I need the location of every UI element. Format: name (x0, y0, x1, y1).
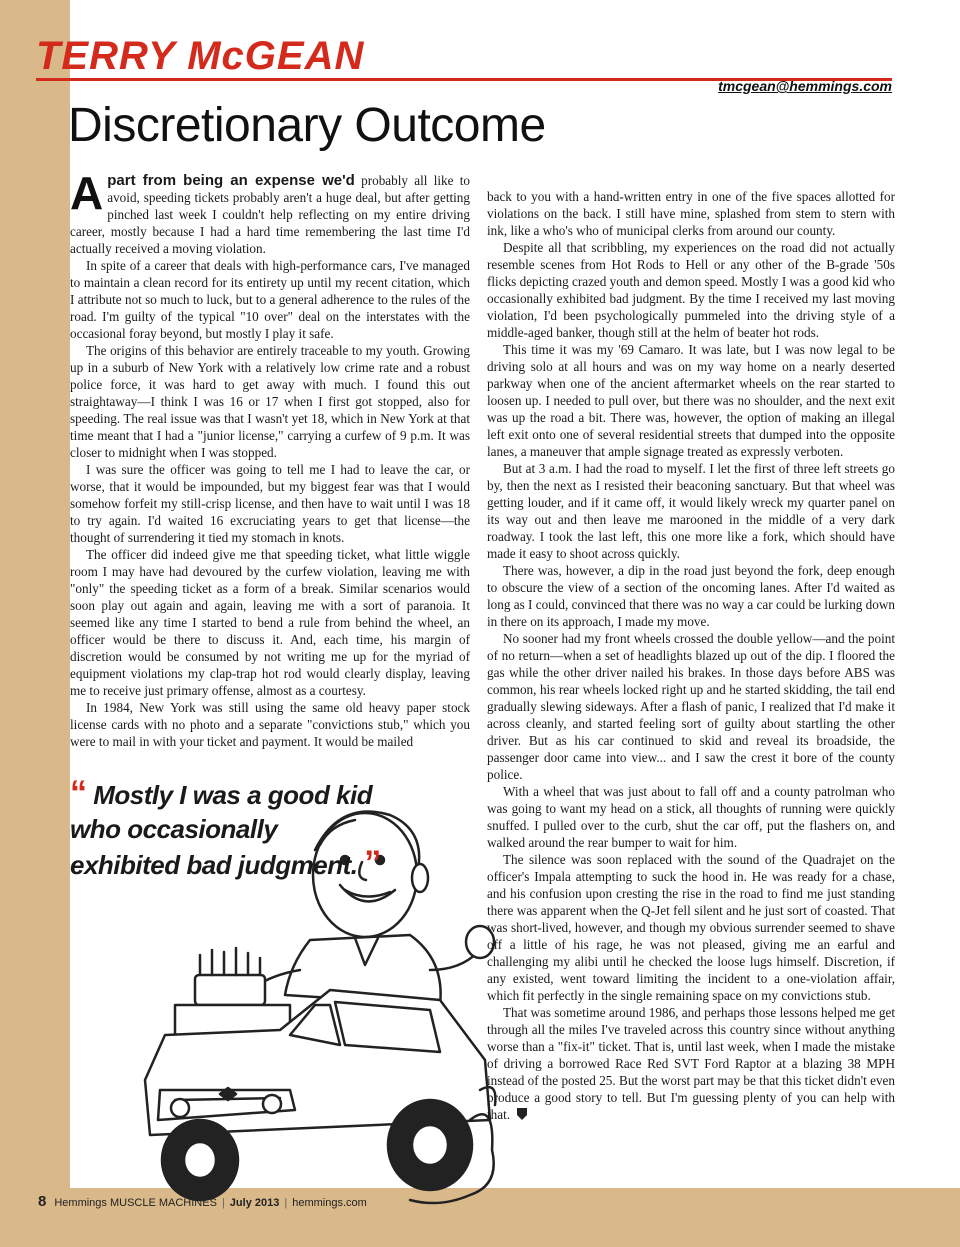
article-paragraph: No sooner had my front wheels crossed the double yellow—and the point of no return—when a set of headlights blazed up out of the dip. I floored the gas while the other driver nailed his brakes. In those days before ABS was common, his rear wheels locked right up and he started skidding, the tail end gradually slewing sideways. After a flash of panic, I realized that I'd make it across cleanly, and started feeling sort of guilty about startling the other driver. But as his car continued to skid and reveal its broadside, the passenger door came into view... and I saw the crest it bore of the county police. (487, 631, 895, 782)
article-column-left (70, 167, 471, 750)
footer-separator: | (284, 1197, 288, 1209)
paragraph-text: probably all like to avoid, speeding tickets probably aren't a huge deal, but after getting pinched last week I couldn't help reflecting on my entire driving career, mostly because I had a hard time remembering the last time I'd actually received a moving violation. (70, 173, 471, 256)
drop-cap: A (70, 167, 104, 219)
website-link[interactable]: hemmings.com (292, 1197, 367, 1209)
open-quote-mark: “ (70, 774, 87, 812)
article-paragraph: The origins of this behavior are entirely traceable to my youth. Growing up in a suburb of New York with a relatively low crime rate and a robust police force, it was hard to get away with much. I found this out straightaway—I think I was 16 or 17 when I first got stopped, also for speeding. The real issue was that I wasn't yet 18, which in New York at that time meant that I had a "junior license," carrying a curfew of 9 p.m. It was closer to midnight when I was stopped. (70, 343, 470, 460)
tan-side-strip (0, 0, 70, 1247)
author-name: TERRY McGEAN (36, 34, 365, 78)
article-paragraph: There was, however, a dip in the road just beyond the fork, deep enough to obscure the view of a section of the oncoming lanes. After I'd waited as long as I could, convinced that there was no way a car could be lurking down in there on its approach, I made my move. (487, 563, 895, 629)
hemmings-end-mark-icon (516, 1107, 528, 1121)
author-email-link[interactable]: tmcgean@hemmings.com (718, 78, 892, 94)
article-paragraph: This time it was my '69 Camaro. It was late, but I was now legal to be driving solo at all hours and was on my way home on a nearly deserted parkway when one of the ancient aftermarket wheels on the rear started to loosen up. I needed to pull over, but there was no shoulder, and the next exit was up the road a bit. There was, however, the option of making an illegal left exit onto one of several residential streets that dumped into the opposite lanes, a maneuver that ample signage treated as expressly verboten. (487, 342, 895, 459)
article-headline: Discretionary Outcome (68, 99, 546, 152)
paragraph-text: That was sometime around 1986, and perhaps those lessons helped me get through all the miles I've traveled across this country since without anything worse than a "fix-it" ticket. That is, until last week, when I made the mistake of driving a borrowed Race Red SVT Ford Raptor at a blazing 38 MPH instead of the posted 25. But the worst part may be that this ticket didn't even produce a good story to tell. But I'm guessing plenty of you can help with that. (487, 1005, 895, 1122)
issue-date: July 2013 (229, 1197, 280, 1209)
article-paragraph (70, 167, 471, 257)
article-paragraph: With a wheel that was just about to fall off and a county patrolman who was going to want my head on a stick, all thoughts of running were quickly snuffed. I pulled over to the curb, shut the car off, put the flashers on, and walked around the rear bumper to wait for him. (487, 784, 895, 850)
magazine-name: Hemmings MUSCLE MACHINES (54, 1197, 217, 1209)
article-paragraph: I was sure the officer was going to tell me I had to leave the car, or worse, that it would be impounded, but my biggest fear was that I would somehow forfeit my still-crisp license, and then have to wait until I was 18 to try again. I'd waited 16 excruciating years to get that license—the thought of surrendering it tied my stomach in knots. (70, 462, 470, 545)
page-number: 8 (38, 1193, 47, 1210)
article-paragraph: The officer did indeed give me that speeding ticket, what little wiggle room I may have had devoured by the curfew violation, leaving me with "only" the speeding ticket as a form of a break. Similar scenarios would soon play out again and again, leaving me with a sort of paranoia. It seemed like any time I started to bend a rule from behind the wheel, an officer would be there to discuss it. And, each time, his margin of discretion would be consumed by not writing me up for the myriad of equipment violations my clap-trap hot rod would clearly display, leaving me to receive just primary offense, almost as a courtesy. (70, 547, 470, 698)
article-paragraph: But at 3 a.m. I had the road to myself. I let the first of three left streets go by, then the next as I resisted their beaconing sanctuary. But that wheel was getting louder, and if it came off, it would likely wreck my quarter panel on its way out and then leave me marooned in the middle of a very dark roadway. I took the last left, this one more like a fork, which should have made it easy to shoot across quickly. (487, 461, 895, 561)
article-column-right (487, 188, 895, 1123)
pull-quote (70, 776, 390, 882)
footer-separator: | (221, 1197, 225, 1209)
article-paragraph: The silence was soon replaced with the sound of the Quadrajet on the officer's Impala attempting to suck the hood in. He was ready for a chase, and his confusion upon cresting the rise in the road to find me just standing there was apparent when the Q-Jet fell silent and he just sort of coasted. That was short-lived, however, and though my obvious surrender seemed to shave off a little of his rage, he was not pleased, giving me an earful and challenging my alibi until he checked the loose lugs himself. Discretion, if any existed, went toward limiting the incident to a one-violation affair, which fit perfectly in the single remaining space on my convictions stub. (487, 852, 895, 1003)
article-paragraph (487, 1004, 895, 1123)
article-paragraph: In spite of a career that deals with high-performance cars, I've managed to maintain a clean record for its entirety up until my recent citation, which I attribute not so much to luck, but to a general adherence to the rules of the road. I'm guilty of the typical "10 over" deal on the interstates with the occasional foray beyond, but mostly I play it safe. (70, 258, 470, 341)
article-paragraph: Despite all that scribbling, my experiences on the road did not actually resemble scenes from Hot Rods to Hell or any other of the B-grade '50s flicks depicting crazed youth and demon speed. Mostly I was a good kid who occasionally exhibited bad judgment. By the time I received my last moving violation, I'd been psychologically pummeled into the driving style of a middle-aged banker, though still at the helm of beater hot rods. (487, 240, 895, 340)
page-footer (38, 1193, 367, 1210)
article-paragraph: In 1984, New York was still using the same old heavy paper stock license cards with no photo and a separate "convictions stub," which you were to mail in with your ticket and payment. It would be mailed (70, 700, 470, 749)
close-quote-mark: ” (364, 844, 381, 882)
lead-in: part from being an expense we'd (107, 172, 355, 189)
article-paragraph: back to you with a hand-written entry in one of the five spaces allotted for violations on the back. I still have mine, splashed from stem to stern with ink, like a who's who of municipal clerks from around our county. (487, 189, 895, 238)
pull-quote-text: Mostly I was a good kid who occasionally exhibited bad judgment. (70, 780, 373, 880)
